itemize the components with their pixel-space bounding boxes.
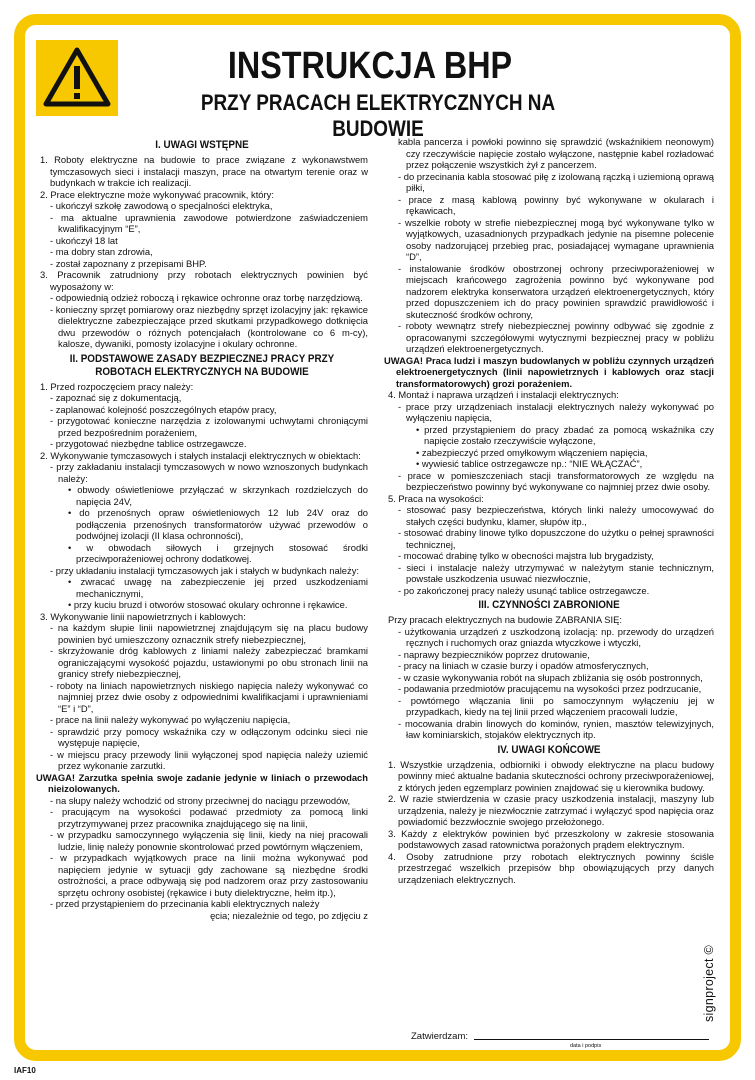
left-column — [36, 136, 368, 921]
paragraph: 2. Prace elektryczne może wykonywać pracownik, który: — [40, 188, 274, 200]
paragraph: - ukończył 18 lat — [50, 234, 118, 246]
paragraph: - został zapoznany z przepisami BHP. — [50, 257, 207, 269]
paragraph: - skrzyżowanie dróg kablowych z liniami należy zabezpieczać bramkami ograniczającymi wysokość pojazdu, ustawionymi po obu stronach linii na granicy strefy niebezpiecznej, — [50, 645, 368, 679]
paragraph: - mocowania drabin linowych do kominów, rynien, masztów telewizyjnych, ław kominiarskich, stojaków elektrycznych itp. — [398, 717, 714, 740]
section-heading: I. UWAGI WSTĘPNE — [155, 139, 249, 151]
paragraph: - stosować drabiny linowe tylko dopuszczone do użytku o pełnej sprawności technicznej, — [398, 527, 714, 550]
paragraph-tail: ęcia; niezależnie od tego, po zdjęciu z — [210, 909, 368, 921]
paragraph: - roboty na liniach napowietrznych niskiego napięcia należy wykonywać co najmniej przez dwie osoby z odpowiednimi kwalifikacjami i uprawnieniami “E” i “D”, — [50, 679, 368, 714]
paragraph: - ukończył szkołę zawodową o specjalności elektryka, — [50, 200, 273, 211]
section-heading: II. PODSTAWOWE ZASADY BEZPIECZNEJ PRACY PRZY ROBOTACH ELEKTRYCZNYCH NA BUDOWIE — [69, 352, 335, 378]
paragraph: • przed przystąpieniem do pracy zbadać za pomocą wskaźnika czy napięcie zostało rzeczywiście wyłączone, — [416, 423, 714, 446]
paragraph: 2. Wykonywanie tymczasowych i stałych instalacji elektrycznych w obiektach: — [40, 449, 361, 461]
paragraph: - przygotować niezbędne tablice ostrzegawcze. — [50, 438, 247, 449]
paragraph: - instalowanie środków obostrzonej ochrony przeciwporażeniowej w miejscach krańcowego zagrożenia powinno być wykonywane pod nadzorem elektryka konserwatora urządzeń elektroenergetycznych, który przed dopuszczeniem ich do pracy powinien sprawdzić prawidłowość i skuteczność środków ochrony, — [398, 262, 714, 320]
paragraph: - prace przy urządzeniach instalacji elektrycznych należy wykonywać po wyłączeniu napięcia, — [398, 400, 714, 423]
paragraph: - w miejscu pracy przewody linii wyłączonej spod napięcia należy uziemić przez wykonanie zarzutki. — [50, 748, 368, 771]
signature-line — [474, 1039, 709, 1040]
paragraph: - pracy na liniach w czasie burzy i opadów atmosferycznych, — [398, 660, 649, 671]
paragraph: - przed przystąpieniem do przecinania kabli elektrycznych należy — [50, 898, 320, 909]
paragraph: - sprawdzić przy pomocy wskaźnika czy w odłączonym odcinku sieci nie występuje napięcie, — [50, 725, 368, 748]
section-heading: III. CZYNNOŚCI ZABRONIONE — [478, 599, 620, 611]
paragraph: - stosować pasy bezpieczeństwa, których linki należy umocowywać do stałych części budynku, klamer, słupów itp., — [398, 504, 714, 527]
paragraph: • w obwodach siłowych i grzejnych stosować środki przeciwporażeniowej ochrony dodatkowej. — [68, 541, 368, 564]
paragraph: • wywiesić tablice ostrzegawcze np.: “NIE WŁĄCZAĆ”, — [416, 458, 643, 469]
paragraph: - roboty wewnątrz strefy niebezpiecznej powinny odbywać się zgodnie z opracowanymi szczegółowymi wytycznymi bezpiecznej pracy w pobliżu urządzeń elektroenergetycznych. — [398, 320, 714, 354]
product-code: IAF10 — [14, 1066, 36, 1075]
paragraph: • przy kuciu bruzd i otworów stosować okulary ochronne i rękawice. — [68, 599, 348, 610]
paragraph: - zaplanować kolejność poszczególnych etapów pracy, — [50, 403, 277, 415]
paragraph: - wszelkie roboty w strefie niebezpiecznej mogą być wykonywane tylko w wyjątkowych, uzasadnionych przypadkach jedynie na pisemne polecenie osoby nadzorującej przebieg prac, posiadającej wymagane uprawnienia “D”, — [398, 216, 714, 262]
paragraph: - mocować drabinę tylko w obecności majstra lub brygadzisty, — [398, 550, 654, 561]
paragraph: UWAGA! Praca ludzi i maszyn budowlanych w pobliżu czynnych urządzeń elektroenergetycznych (linii napowietrznych i kablowych oraz stacji transformatorowych) grozi porażeniem. — [384, 354, 714, 389]
paragraph: 5. Praca na wysokości: — [388, 492, 484, 504]
paragraph: - prace na linii należy wykonywać po wyłączeniu napięcia, — [50, 714, 291, 725]
paragraph: - użytkowania urządzeń z uszkodzoną izolacją: np. przewody do urządzeń ręcznych i ruchomych oraz gniazda wtyczkowe i wtyczki, — [398, 625, 714, 648]
paragraph: 3. Pracownik zatrudniony przy robotach elektrycznych powinien być wyposażony w: — [40, 269, 368, 292]
signature-label: Zatwierdzam: — [411, 1031, 469, 1042]
paragraph: • zabezpieczyć przed omyłkowym włączeniem napięcia, — [416, 446, 648, 458]
paragraph: 1. Roboty elektryczne na budowie to prace związane z wykonawstwem tymczasowych sieci i instalacji maszyn, prace na otwartym terenie oraz w budynkach w trakcie ich realizacji. — [40, 154, 368, 188]
paragraph: - przy zakładaniu instalacji tymczasowych w nowo wznoszonych budynkach należy: — [50, 461, 368, 484]
paragraph: - w czasie wykonywania robót na słupach zbliżania się osób postronnych, — [398, 671, 703, 683]
paragraph: - na każdym słupie linii napowietrznej znajdującym się na placu budowy powinien być umieszczony oznacznik strefy niebezpiecznej, — [50, 622, 368, 645]
paragraph: - przy układaniu instalacji tymczasowych jak i stałych w budynkach należy: — [50, 564, 359, 576]
paragraph: kabla pancerza i powłoki powinno się sprawdzić (wskaźnikiem neonowym) czy rzeczywiście napięcie zostało wyłączone, następnie kabel rozładować przez połączenie wszystkich żył z pancerzem. — [398, 136, 714, 170]
right-column — [384, 136, 714, 885]
paragraph: - prace z masą kablową powinny być wykonywane w okularach i rękawicach, — [398, 193, 714, 216]
paragraph: • zwracać uwagę na zabezpieczenie jej przed uszkodzeniami mechanicznymi, — [68, 576, 368, 599]
paragraph: - na słupy należy wchodzić od strony przeciwnej do naciągu przewodów, — [50, 794, 351, 806]
paragraph: - podawania przedmiotów pracującemu na wysokości przez podrzucanie, — [398, 683, 702, 694]
paragraph: UWAGA! Zarzutka spełnia swoje zadanie jedynie w liniach o przewodach nieizolowanych. — [36, 771, 368, 794]
paragraph: 2. W razie stwierdzenia w czasie pracy uszkodzenia instalacji, maszyny lub urządzenia, należy je niezwłocznie zatrzymać i wyłączyć spod napięcia oraz powiadomić bezzwłocznie swojego przełożonego. — [388, 793, 714, 827]
paragraph: 3. Wykonywanie linii napowietrznych i kablowych: — [40, 610, 246, 622]
paragraph: - po zakończonej pracy należy usunąć tablice ostrzegawcze. — [398, 584, 650, 596]
paragraph: Przy pracach elektrycznych na budowie ZABRANIA SIĘ: — [388, 614, 622, 625]
paragraph: - w przypadku samoczynnego wyłączenia się linii, kiedy na niej pracowali ludzie, linię należy ponownie skontrolować przed powtórnym włączeniem, — [50, 829, 368, 852]
warning-triangle-icon — [36, 40, 118, 116]
paragraph: 1. Wszystkie urządzenia, odbiorniki i obwody elektryczne na placu budowy powinny mieć aktualne badania skuteczności ochrony przeciwporażeniowej, z których jeden egzemplarz powinien znajdować się u kierownika budowy. — [388, 758, 714, 793]
paragraph: • obwody oświetleniowe przyłączać w skrzynkach rozdzielczych do napięcia 24V, — [68, 484, 368, 507]
paragraph: - zapoznać się z dokumentacją, — [50, 392, 182, 403]
paragraph: - pracującym na wysokości podawać przedmioty za pomocą linki przytrzymywanej przez pracownika znajdującego się na linii, — [50, 806, 368, 829]
paragraph: 3. Każdy z elektryków powinien być przeszkolony w zakresie stosowania podstawowych zasad ratownictwa porażonych prądem elektrycznym. — [388, 827, 714, 850]
paragraph: 4. Osoby zatrudnione przy robotach elektrycznych powinny ściśle przestrzegać wszelkich przepisów bhp obowiązujących przy danych urządzeniach elektrycznych. — [388, 850, 714, 885]
paragraph: - powtórnego włączania linii po samoczynnym wyłączeniu jej w przypadkach, kiedy na tej linii przed włączeniem pracowali ludzie, — [398, 694, 714, 717]
page-subtitle: PRZY PRACACH ELEKTRYCZNYCH NA BUDOWIE — [200, 90, 556, 141]
section-heading: IV. UWAGI KOŃCOWE — [497, 743, 601, 756]
page-title: INSTRUKCJA BHP — [227, 45, 513, 87]
paragraph: • do przenośnych opraw oświetleniowych 12 lub 24V oraz do podłączenia przenośnych transformatorów używać przewodów o podwójnej izolacji (II klasa ochronności), — [68, 507, 368, 541]
paragraph: - prace w pomieszczeniach stacji transformatorowych ze względu na bezpieczeństwo powinny być wykonywane co najmniej przez dwie osoby. — [398, 469, 714, 492]
paragraph: - ma aktualne uprawnienia zawodowe potwierdzone zaświadczeniem kwalifikacyjnym “E”, — [50, 211, 368, 234]
paragraph: - przygotować konieczne narzędzia z izolowanymi uchwytami chroniącymi przed bezpośrednim porażeniem, — [50, 415, 368, 438]
paragraph: - do przecinania kabla stosować piłę z izolowaną rączką i uziemioną oprawą piłki, — [398, 170, 714, 193]
paragraph: 4. Montaż i naprawa urządzeń i instalacji elektrycznych: — [388, 389, 619, 400]
paragraph: - sieci i instalacje należy utrzymywać w należytym stanie technicznym, powstałe uszkodzenia usuwać niezwłocznie, — [398, 561, 714, 584]
signature-sub: data i podpis — [570, 1043, 602, 1049]
paragraph: - naprawy bezpieczników poprzez drutowanie, — [398, 648, 590, 660]
paragraph: - konieczny sprzęt pomiarowy oraz niezbędny sprzęt izolacyjny jak: rękawice dielektryczne zabezpieczające przed skutkami przypadkowego dotknięcia dwu przewodów o różnych potencjałach (kontrolowane co 6 m-cy), kalosze, dywaniki, pomosty izolacyjne i okulary ochronne. — [50, 303, 368, 349]
paragraph: - w przypadkach wyjątkowych prace na linii można wykonywać pod napięciem jedynie w sytuacji gdy zachowane są niezbędne środki ostrożności, a prace odbywają się pod nadzorem oraz przy zastosowaniu sprzętu ochrony osobistej (rękawice i buty dielektryczne, hełm itp.), — [50, 852, 368, 898]
paragraph: - odpowiednią odzież roboczą i rękawice ochronne oraz torbę narzędziową. — [50, 292, 363, 303]
paragraph: - ma dobry stan zdrowia, — [50, 246, 153, 257]
paragraph: 1. Przed rozpoczęciem pracy należy: — [40, 380, 194, 392]
brand-text: signproject © — [702, 944, 716, 1022]
